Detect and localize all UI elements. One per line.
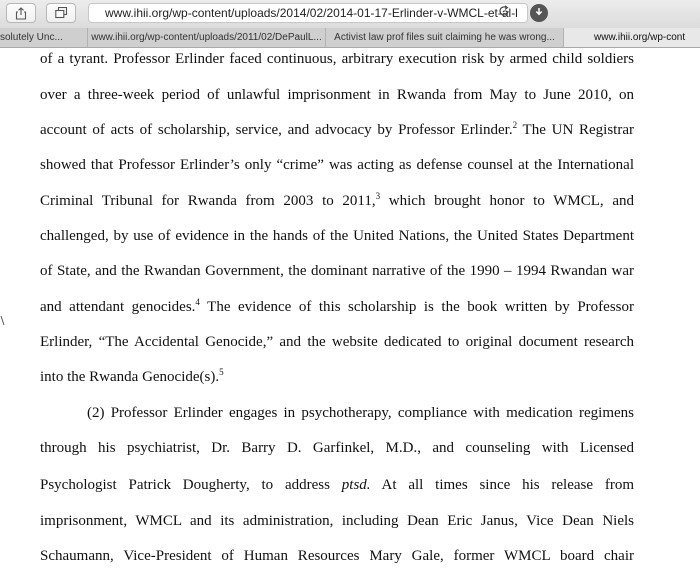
address-bar[interactable] (88, 3, 528, 23)
downloads-button[interactable] (530, 4, 548, 22)
line-text-after: At all times since his release from (370, 477, 634, 493)
text-line (40, 50, 634, 68)
tab-bar (0, 28, 700, 48)
line-text-after: which brought honor to WMCL, and (380, 193, 634, 209)
line-text: and attendant genocides. (40, 299, 196, 315)
text-line (40, 262, 634, 280)
text-line (40, 121, 634, 139)
line-text: through his psychiatrist, Dr. Barry D. Garfinkel, M.D., and counseling with Licensed (40, 440, 634, 456)
footnote-ref[interactable]: 3 (375, 191, 381, 201)
line-text: account of acts of scholarship, service, and advocacy by Professor Erlinder. (40, 122, 513, 138)
text-line (40, 192, 634, 210)
line-text: challenged, by use of evidence in the hands of the United Nations, the United States Department (40, 228, 634, 244)
line-text-after: The evidence of this scholarship is the book written by Professor (199, 299, 634, 315)
line-text: Schaumann, Vice-President of Human Resources Mary Gale, former WMCL board chair (40, 548, 634, 564)
reload-icon (498, 4, 510, 22)
tab-1[interactable] (0, 28, 88, 47)
text-line (40, 298, 634, 316)
address-url: www.ihii.org/wp-content/uploads/2014/02/2014-01-17-Erlinder-v-WMCL-et-al-l (105, 6, 518, 20)
share-icon (15, 7, 27, 20)
line-text: of State, and the Rwandan Government, the dominant narrative of the 1990 – 1994 Rwandan war (40, 263, 634, 279)
document-page (0, 48, 700, 575)
tab-label: solutely Unc... (0, 32, 63, 43)
tab-label: www.ihii.org/wp-cont (594, 32, 686, 43)
text-line (40, 86, 634, 104)
text-line (40, 333, 634, 351)
text-line (40, 368, 634, 386)
text-line (40, 439, 634, 457)
tabs-overview-icon (55, 7, 68, 19)
text-line (87, 404, 634, 422)
line-text: of a tyrant. Professor Erlinder faced continuous, arbitrary execution risk by armed child soldiers (40, 51, 634, 67)
downloads-icon (534, 4, 544, 22)
tab-label: Activist law prof files suit claiming he was wrong... (334, 32, 555, 43)
share-button[interactable] (6, 3, 36, 23)
footnote-ref[interactable]: 5 (219, 367, 224, 377)
reload-button[interactable] (496, 5, 512, 21)
tab-4-active[interactable] (564, 28, 700, 47)
tab-2[interactable] (88, 28, 326, 47)
italic-text: ptsd. (341, 477, 371, 493)
line-text: Criminal Tribunal for Rwanda from 2003 to 2011, (40, 193, 376, 209)
text-line (40, 476, 634, 494)
tab-3[interactable] (326, 28, 564, 47)
text-line (40, 547, 634, 565)
line-text-after: The UN Registrar (517, 122, 634, 138)
tabs-overview-button[interactable] (46, 3, 76, 23)
line-text: into the Rwanda Genocide(s). (40, 369, 220, 385)
line-text: showed that Professor Erlinder’s only “crime” was acting as defense counsel at the International (40, 157, 634, 173)
text-line (40, 156, 634, 174)
text-line (40, 512, 634, 530)
line-text: Psychologist Patrick Dougherty, to address (40, 477, 342, 493)
caret-mark-icon (0, 316, 6, 326)
line-text: (2) Professor Erlinder engages in psychotherapy, compliance with medication regimens (87, 405, 634, 421)
line-text: imprisonment, WMCL and its administration, including Dean Eric Janus, Vice Dean Niels (40, 513, 634, 529)
line-text: over a three-week period of unlawful imprisonment in Rwanda from May to June 2010, on (40, 87, 634, 103)
footnote-ref[interactable]: 4 (195, 297, 200, 307)
tab-label: www.ihii.org/wp-content/uploads/2011/02/DePaulL... (91, 32, 322, 43)
text-line (40, 227, 634, 245)
browser-toolbar (0, 0, 700, 29)
line-text: Erlinder, “The Accidental Genocide,” and the website dedicated to original document research (40, 334, 634, 350)
footnote-ref[interactable]: 2 (512, 120, 518, 130)
